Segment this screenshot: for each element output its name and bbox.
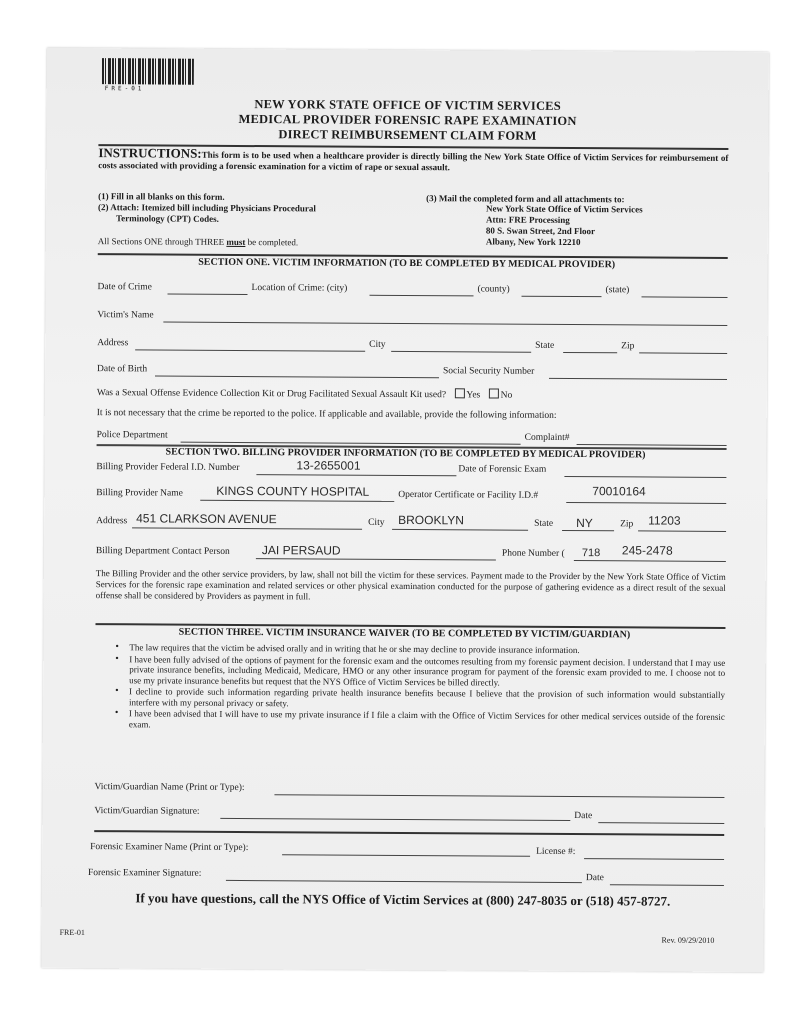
guardian-name-label: Victim/Guardian Name (Print or Type): [94,782,245,794]
contact-value: JAI PERSAUD [261,543,341,558]
section1-title: SECTION ONE. VICTIM INFORMATION (TO BE COMPLETED BY MEDICAL PROVIDER) [198,256,616,271]
examiner-name-field[interactable] [282,854,530,857]
waiver-bullet-1: • The law requires that the victim be advised orally and in writing that he or she may decline to provide insurance information. [129,642,725,656]
crime-state-label: (state) [605,285,630,296]
sections-note-a: All Sections ONE through THREE [97,236,227,247]
questions-line: If you have questions, call the NYS Office of Victim Services at (800) 247-8035 or (518) 457-8727. [135,890,671,909]
provider-city-value: BROOKLYN [398,512,464,528]
operator-cert-field[interactable] [566,502,726,504]
kit-no-checkbox[interactable] [489,388,499,398]
date-of-crime-field[interactable] [168,294,248,295]
crime-city-field[interactable] [369,295,473,297]
provider-state-field[interactable] [562,530,614,531]
victim-zip-field[interactable] [639,352,727,354]
sections-note-must: must [226,236,246,248]
ssn-label: Social Security Number [443,366,535,377]
victim-name-field[interactable] [163,322,727,326]
victim-zip-label: Zip [621,341,635,352]
phone-area-value: 718 [581,547,601,560]
billing-notice: The Billing Provider and the other service providers, by law, shall not bill the victim for these services. Payment made to the Provider by the New York State Office of Victim Services for the forensic rape examination and related services or other physical examination conducted for the purpose of gathering evidence as a direct result of the sexual offense shall be considered by Providers as payment in full. [95,568,726,602]
crime-county-field[interactable] [521,296,601,297]
section2-title: SECTION TWO. BILLING PROVIDER INFORMATION (TO BE COMPLETED BY MEDICAL PROVIDER) [165,446,646,461]
provider-zip-value: 11203 [648,513,681,528]
instructions-text: This form is to be used when a healthcare provider is directly billing the New York State Office of Victim Services for reimbursement of costs associated with providing a forensic examination for a victim of rape or sexual assault. [98,149,729,173]
victim-state-field[interactable] [563,352,617,353]
provider-state-label: State [534,518,554,529]
examiner-name-label: Forensic Examiner Name (Print or Type): [90,842,249,854]
license-label: License #: [536,846,576,858]
waiver-bullet-2: • I have been fully advised of the options of payment for the forensic exam and the outcomes resulting from my forensic payment decision. I understand that I may use private insurance benefits, including Medicaid, Medicare, HMO or any other insurance program for payment of the forensic exam provided to me. I choose not to use my private insurance benefits but request that the NYS Office of Victim Services be billed directly. [129,654,725,689]
license-field[interactable] [584,858,724,860]
victim-state-label: State [535,340,555,351]
phone-number-value: 245-2478 [621,543,673,558]
mail-address-4: Albany, New York 12210 [485,236,581,248]
complaint-field[interactable] [577,444,727,446]
dob-label: Date of Birth [97,364,148,375]
federal-id-field[interactable] [256,474,456,476]
federal-id-value: 13-2655001 [296,458,361,473]
victim-address-label: Address [97,338,129,349]
phone-label: Phone Number ( [501,548,565,559]
kit-yes-checkbox[interactable] [454,388,464,398]
waiver-bullets [113,642,726,734]
examiner-date-label: Date [585,873,604,884]
claim-form-page [41,48,769,972]
instruction-item-2a: (2) Attach: Itemized bill including Physicians Procedural [98,202,316,214]
crime-city-label: Location of Crime: (city) [251,283,348,294]
operator-cert-label: Operator Certificate or Facility I.D.# [398,489,539,501]
provider-state-value: NY [576,516,593,531]
exam-date-field[interactable] [564,476,726,478]
victim-city-label: City [369,339,386,350]
provider-zip-label: Zip [620,519,634,530]
provider-address-label: Address [96,516,128,527]
mail-address-2: Attn: FRE Processing [485,214,570,225]
instructions-block [98,147,728,175]
dob-field[interactable] [155,375,439,378]
guardian-name-field[interactable] [274,794,724,798]
provider-city-field[interactable] [392,529,528,531]
provider-name-label: Billing Provider Name [96,488,183,499]
provider-zip-field[interactable] [638,530,726,532]
complaint-label: Complaint# [524,432,570,443]
crime-state-field[interactable] [641,296,727,298]
guardian-signature-label: Victim/Guardian Signature: [94,806,200,817]
instruction-item-1: (1) Fill in all blanks on this form. [98,191,225,202]
header-line-2: MEDICAL PROVIDER FORENSIC RAPE EXAMINATION [238,111,577,129]
contact-field[interactable] [256,558,496,560]
guardian-date-field[interactable] [598,822,724,824]
sections-note-b: be completed. [245,237,299,248]
examiner-signature-label: Forensic Examiner Signature: [87,868,202,879]
header-line-1: NEW YORK STATE OFFICE OF VICTIM SERVICES [254,97,561,113]
provider-address-field[interactable] [132,527,362,529]
provider-name-field[interactable] [200,500,394,502]
header-line-3: DIRECT REIMBURSEMENT CLAIM FORM [278,127,537,143]
kit-question-text: Was a Sexual Offense Evidence Collection Kit or Drug Facilitated Sexual Assault Kit used? [96,388,447,401]
barcode-image [102,58,194,85]
examiner-signature-field[interactable] [226,880,582,883]
instruction-item-2b: Terminology (CPT) Codes. [115,213,219,224]
provider-city-label: City [368,517,385,528]
kit-no-label: No [500,390,513,401]
police-note: It is not necessary that the crime be reported to the police. If applicable and available, provide the following information: [96,408,557,421]
ssn-field[interactable] [549,378,727,380]
barcode-text: FRE-01 [104,85,145,93]
police-dept-label: Police Department [96,430,168,441]
provider-name-value: KINGS COUNTY HOSPITAL [216,483,370,499]
examiner-date-field[interactable] [610,884,724,886]
sections-note [98,236,298,247]
revision-date: Rev. 09/29/2010 [661,935,715,945]
kit-yes-label: Yes [466,390,481,401]
form-id: FRE-01 [59,927,85,938]
contact-label: Billing Department Contact Person [95,546,230,557]
instruction-item-3: (3) Mail the completed form and all attachments to: [426,193,625,205]
victim-city-field[interactable] [391,351,531,353]
waiver-bullet-4: • I have been advised that I will have to use my private insurance if I file a claim with the Office of Victim Services for other medical services outside of the forensic exam. [129,708,725,733]
instructions-label: INSTRUCTIONS: [98,145,202,161]
kit-question [97,386,512,401]
victim-address-field[interactable] [135,349,365,351]
guardian-date-label: Date [574,811,593,822]
waiver-bullet-3: • I decline to provide such information regarding private health insurance benefits because I believe that the provision of such information would substantially interfere with my personal privacy or safety. [129,686,725,711]
mail-address-3: 80 S. Swan Street, 2nd Floor [485,225,596,237]
phone-field[interactable] [574,560,726,562]
mail-address-1: New York State Office of Victim Services [486,203,643,215]
federal-id-label: Billing Provider Federal I.D. Number [96,462,240,473]
guardian-signature-field[interactable] [220,818,570,821]
waiver-bullet-list [113,642,726,733]
exam-date-label: Date of Forensic Exam [458,464,547,475]
examiner-rule [94,830,724,836]
operator-cert-value: 70010164 [592,484,646,499]
crime-county-label: (county) [477,284,510,295]
provider-address-value: 451 CLARKSON AVENUE [136,511,277,527]
section3-title: SECTION THREE. VICTIM INSURANCE WAIVER (TO BE COMPLETED BY VICTIM/GUARDIAN) [178,626,631,641]
date-of-crime-label: Date of Crime [97,282,152,293]
victim-name-label: Victim's Name [97,310,154,321]
